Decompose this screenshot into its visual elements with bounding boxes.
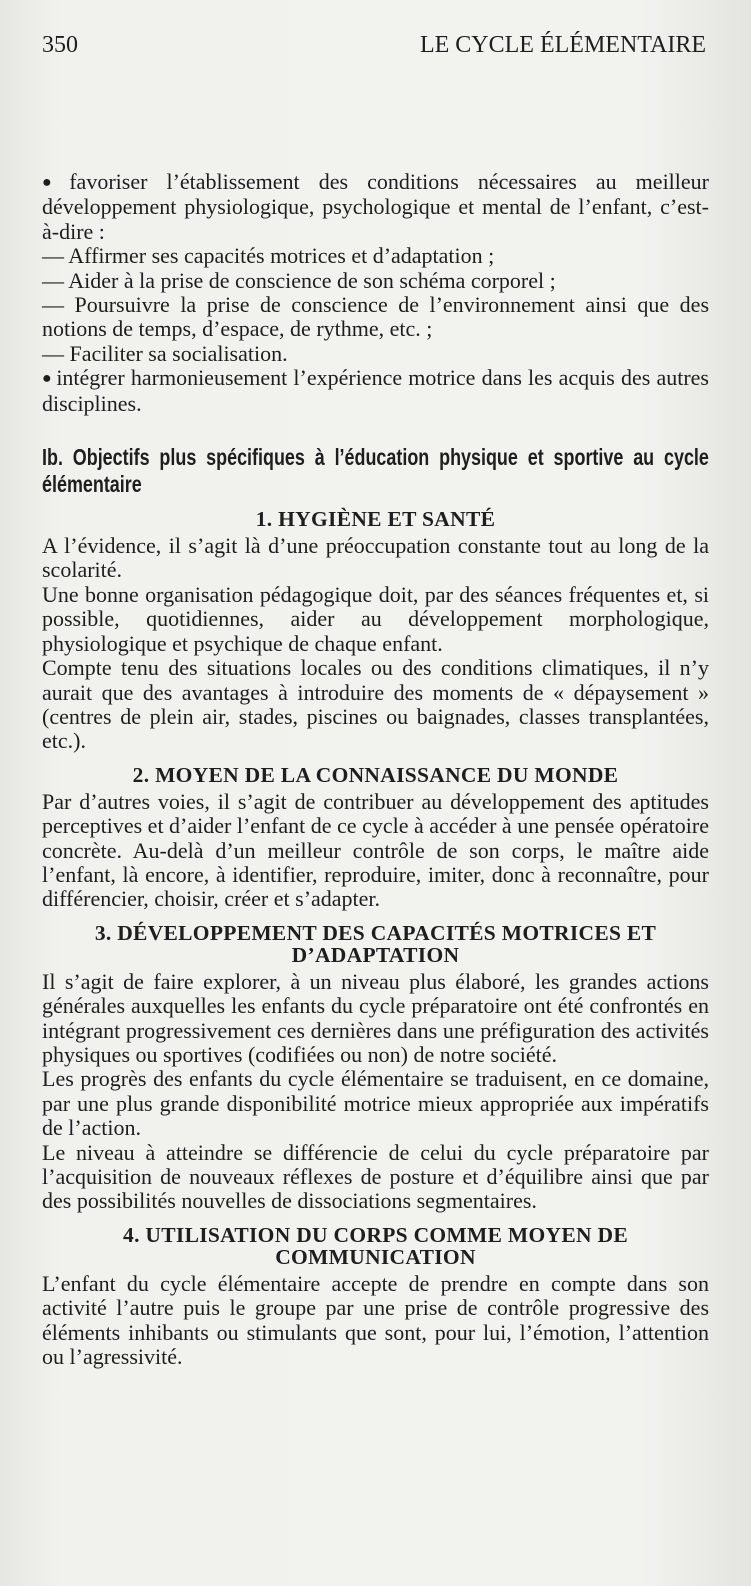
paragraph: Il s’agit de faire explorer, à un niveau plus élaboré, les grandes actions générales auxquelles les enfants du cycle préparatoire ont été confrontés en intégrant progressivement ces dernières dans une préfiguration des activités physiques ou sportives (codifiées ou non) de notre société.: [42, 968, 709, 1067]
paragraph: Le niveau à atteindre se différencie de celui du cycle préparatoire par l’acquisition de nouveaux réflexes de posture et d’équilibre ainsi que par des possibilités nouvelles de dissociations segmentaires.: [42, 1139, 709, 1214]
page-header: [42, 30, 706, 60]
dash-item: — Aider à la prise de conscience de son schéma corporel ;: [42, 267, 556, 293]
bullet-icon: ●: [42, 174, 66, 191]
paragraph: Les progrès des enfants du cycle élémentaire se traduisent, en ce domaine, par une plus grande disponibilité motrice mieux appropriée aux impératifs de l’action.: [42, 1066, 709, 1141]
paragraph: L’enfant du cycle élémentaire accepte de prendre en compte dans son activité l’autre puis le groupe par une prise de contrôle progressive des éléments inhibants ou stimulants que sont, pour lui, l’émotion, l’attention ou l’agressivité.: [42, 1270, 709, 1370]
paragraph: Par d’autres voies, il s’agit de contribuer au développement des aptitudes perceptives et d’aider l’enfant de ce cycle à accéder à une pensée opératoire concrète. Au-delà d’un meilleur contrôle de son corps, le maître aide l’enfant, là encore, à identifier, reproduire, imiter, donc à reconnaître, pour différencier, choisir, créer et s’adapter.: [42, 788, 709, 912]
dash-item: — Poursuivre la prise de conscience de l’environnement ainsi que des notions de temps, d’espace, de rythme, etc. ;: [42, 292, 709, 342]
bullet-item: ● intégrer harmonieusement l’expérience motrice dans les acquis des autres disciplines.: [42, 365, 709, 416]
paragraph: A l’évidence, il s’agit là d’une préoccupation constante tout au long de la scolarité.: [42, 533, 709, 583]
section-subtitle: Ib. Objectifs plus spécifiques à l’éducation physique et sportive au cycle élémentaire: [42, 444, 709, 498]
section-title: 4. UTILISATION DU CORPS COMME MOYEN DE COMMUNICATION: [123, 1222, 628, 1269]
paragraph: Compte tenu des situations locales ou des conditions climatiques, il n’y aurait que des avantages à introduire des moments de « dépaysement » (centres de plein air, stades, piscines ou baignades, classes transplantées, etc.).: [42, 655, 709, 754]
page-number: 350: [42, 32, 78, 58]
dash-item: — Faciliter sa socialisation.: [42, 340, 288, 366]
section-title: 3. DÉVELOPPEMENT DES CAPACITÉS MOTRICES ET D’ADAPTATION: [94, 920, 657, 967]
bullet-item: ● favoriser l’établissement des conditions nécessaires au meilleur développement physiologique, psychologique et mental de l’enfant, c’est-à-dire :: [42, 169, 709, 244]
section-title: 1. HYGIÈNE ET SANTÉ: [255, 507, 496, 532]
paragraph: Une bonne organisation pédagogique doit, par des séances fréquentes et, si possible, quotidiennes, aider au développement morphologique, physiologique et psychique de chaque enfant.: [42, 581, 709, 656]
bullet-icon: ●: [42, 370, 53, 388]
running-title: LE CYCLE ÉLÉMENTAIRE: [419, 32, 706, 58]
dash-item: — Affirmer ses capacités motrices et d’adaptation ;: [42, 243, 495, 269]
section-title: 2. MOYEN DE LA CONNAISSANCE DU MONDE: [132, 762, 619, 787]
page-body: [42, 170, 709, 1369]
